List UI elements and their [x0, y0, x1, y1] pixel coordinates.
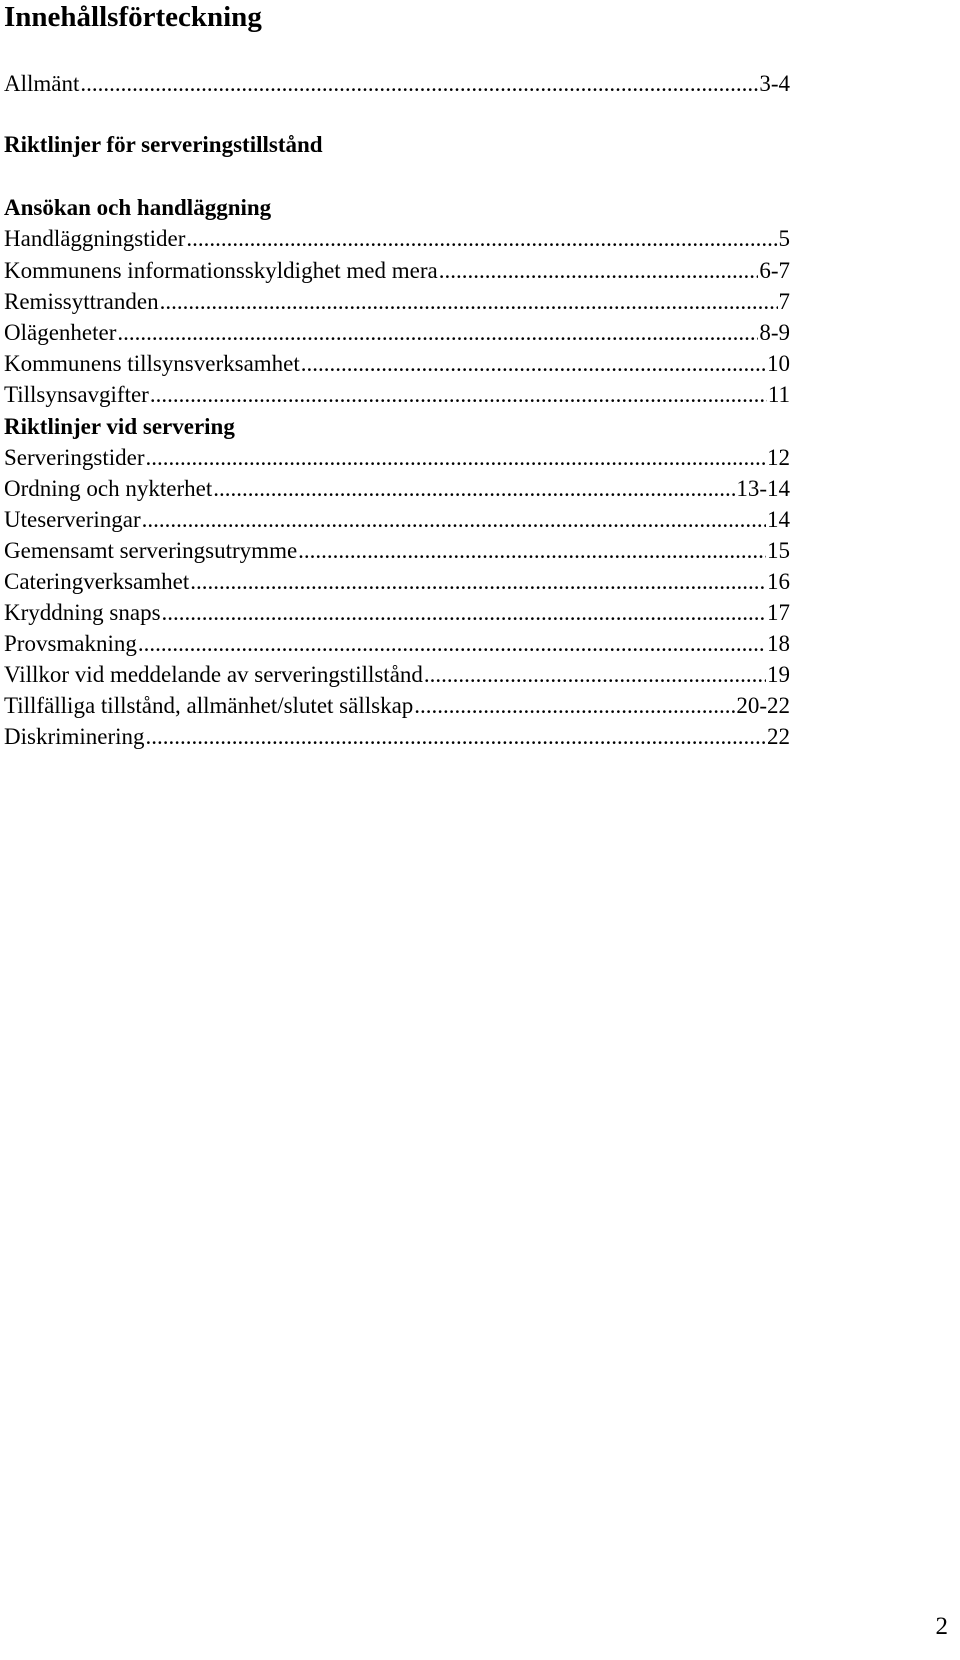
- dot-leader: [298, 535, 766, 566]
- toc-entry-page: 22: [767, 724, 790, 749]
- toc-entry-gemensamt-serveringsutrymme[interactable]: [4, 535, 790, 566]
- dot-leader: [414, 690, 735, 721]
- toc-entry-page: 16: [767, 569, 790, 594]
- toc-entry-label: Tillsynsavgifter: [4, 382, 149, 407]
- toc-entry-label: Handläggningstider: [4, 226, 186, 251]
- toc-entry-page: 12: [767, 445, 790, 470]
- toc-entry-label: Olägenheter: [4, 320, 117, 345]
- toc-entry-page: 19: [767, 662, 790, 687]
- toc-entry-page: 11: [767, 382, 790, 407]
- page-number: 2: [935, 1613, 948, 1640]
- toc-entry-page: 6-7: [759, 258, 790, 283]
- toc-entry-page: 15: [767, 538, 790, 563]
- toc-entry-page: 8-9: [759, 320, 790, 345]
- toc-entry-allmant[interactable]: [4, 68, 790, 99]
- toc-entry-page: 10: [767, 351, 790, 376]
- toc-entry-uteserveringar[interactable]: [4, 504, 790, 535]
- dot-leader: [301, 348, 766, 379]
- dot-leader: [117, 317, 758, 348]
- toc-entry-label: Cateringverksamhet: [4, 569, 190, 594]
- toc-entry-label: Serveringstider: [4, 445, 145, 470]
- toc-entry-diskriminering[interactable]: [4, 721, 790, 752]
- dot-leader: [439, 255, 759, 286]
- toc-entry-serveringstider[interactable]: [4, 442, 790, 473]
- toc-entry-handlaggningstider[interactable]: [4, 223, 790, 254]
- toc-entry-label: Ordning och nykterhet: [4, 476, 213, 501]
- dot-leader: [424, 659, 766, 690]
- toc-entry-page: 3-4: [759, 71, 790, 96]
- toc-entry-label: Provsmakning: [4, 631, 137, 656]
- toc-entry-villkor[interactable]: [4, 659, 790, 690]
- dot-leader: [142, 504, 766, 535]
- dot-leader: [150, 379, 767, 410]
- toc-entry-olagenheter[interactable]: [4, 317, 790, 348]
- dot-leader: [80, 68, 758, 99]
- toc-entry-ordning-och-nykterhet[interactable]: [4, 473, 790, 504]
- dot-leader: [190, 566, 766, 597]
- dot-leader: [138, 628, 766, 659]
- toc-entry-page: 7: [778, 289, 790, 314]
- toc-entry-page: 14: [767, 507, 790, 532]
- toc-entry-page: 5: [778, 226, 790, 251]
- toc-entry-label: Diskriminering: [4, 724, 145, 749]
- dot-leader: [146, 721, 766, 752]
- toc-section-heading: Riktlinjer för serveringstillstånd: [4, 132, 323, 157]
- toc-entry-label: Villkor vid meddelande av serveringstillstånd: [4, 662, 423, 687]
- toc-section-heading: Riktlinjer vid servering: [4, 414, 235, 439]
- toc-entry-kryddning-snaps[interactable]: [4, 597, 790, 628]
- toc-entry-label: Kryddning snaps: [4, 600, 161, 625]
- toc-entry-kommunens-informationsskyldighet[interactable]: [4, 255, 790, 286]
- page-title: Innehållsförteckning: [4, 1, 262, 33]
- toc-entry-tillfalliga-tillstand[interactable]: [4, 690, 790, 721]
- toc-entry-label: Uteserveringar: [4, 507, 141, 532]
- toc-entry-page: 17: [767, 600, 790, 625]
- toc-entry-label: Allmänt: [4, 71, 80, 96]
- dot-leader: [146, 442, 766, 473]
- dot-leader: [162, 597, 766, 628]
- toc-entry-label: Tillfälliga tillstånd, allmänhet/slutet sällskap: [4, 693, 414, 718]
- toc-entry-label: Remissyttranden: [4, 289, 159, 314]
- dot-leader: [213, 473, 735, 504]
- dot-leader: [186, 223, 777, 254]
- dot-leader: [160, 286, 778, 317]
- toc-section-heading: Ansökan och handläggning: [4, 195, 272, 220]
- toc-entry-label: Gemensamt serveringsutrymme: [4, 538, 298, 563]
- toc-entry-page: 18: [767, 631, 790, 656]
- toc-entry-provsmakning[interactable]: [4, 628, 790, 659]
- toc-entry-cateringverksamhet[interactable]: [4, 566, 790, 597]
- toc-entry-page: 13-14: [736, 476, 790, 501]
- toc-entry-label: Kommunens tillsynsverksamhet: [4, 351, 300, 376]
- toc-entry-label: Kommunens informationsskyldighet med mera: [4, 258, 438, 283]
- toc-entry-tillsynsavgifter[interactable]: [4, 379, 790, 410]
- toc-entry-page: 20-22: [736, 693, 790, 718]
- toc-entry-tillsynsverksamhet[interactable]: [4, 348, 790, 379]
- toc-entry-remissyttranden[interactable]: [4, 286, 790, 317]
